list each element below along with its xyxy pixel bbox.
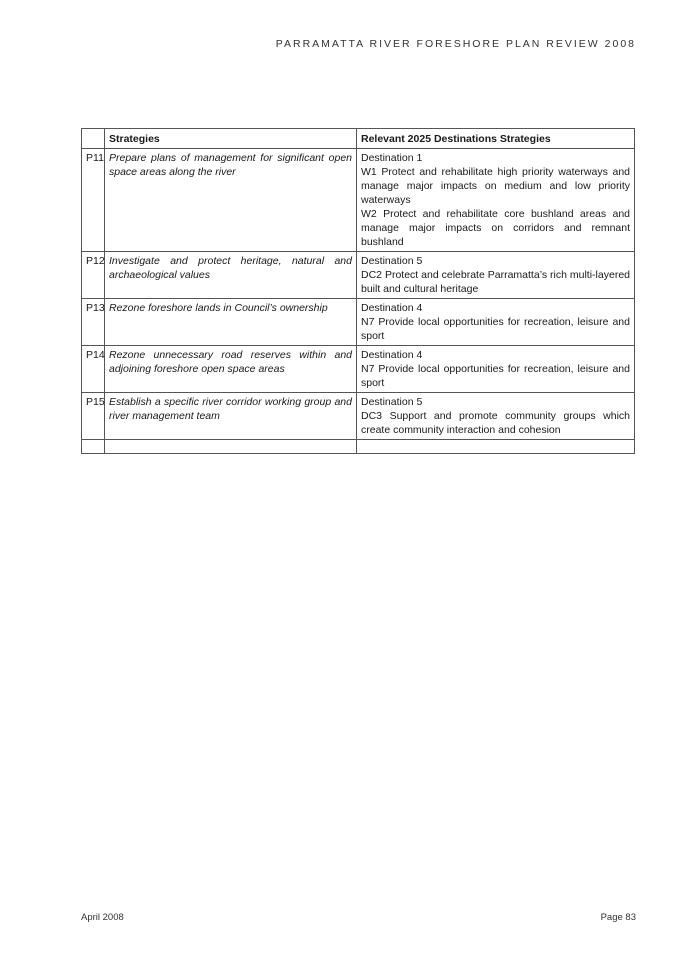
row-id: P11 <box>82 149 105 252</box>
strategy-cell: Prepare plans of management for significant open space areas along the river <box>105 149 357 252</box>
header-id <box>82 129 105 149</box>
table-row <box>82 299 635 346</box>
row-id: P14 <box>82 346 105 393</box>
table-row <box>82 393 635 440</box>
strategy-item: N7 Provide local opportunities for recreation, leisure and sport <box>361 363 630 389</box>
table-row <box>82 252 635 299</box>
strategy-item: DC2 Protect and celebrate Parramatta’s rich multi-layered built and cultural heritage <box>361 269 630 295</box>
strategy-cell: Establish a specific river corridor working group and river management team <box>105 393 357 440</box>
table-header-row <box>82 129 635 149</box>
strategy-cell: Investigate and protect heritage, natural and archaeological values <box>105 252 357 299</box>
header-strategies: Strategies <box>105 129 357 149</box>
strategy-item: W2 Protect and rehabilitate core bushland areas and manage major impacts on corridors and remnant bushland <box>361 208 630 248</box>
destination-label: Destination 1 <box>361 152 423 164</box>
strategy-item: W1 Protect and rehabilitate high priority waterways and manage major impacts on medium and low priority waterways <box>361 166 630 206</box>
relevant-cell <box>357 149 635 252</box>
empty-cell <box>82 440 105 454</box>
strategy-item: N7 Provide local opportunities for recreation, leisure and sport <box>361 316 630 342</box>
strategy-cell: Rezone unnecessary road reserves within and adjoining foreshore open space areas <box>105 346 357 393</box>
empty-cell <box>357 440 635 454</box>
page-number: Page 83 <box>600 912 636 923</box>
destination-label: Destination 5 <box>361 396 423 408</box>
running-header: PARRAMATTA RIVER FORESHORE PLAN REVIEW 2008 <box>275 38 636 50</box>
table-row <box>82 346 635 393</box>
destination-label: Destination 4 <box>361 302 423 314</box>
row-id: P13 <box>82 299 105 346</box>
relevant-cell <box>357 252 635 299</box>
strategies-table <box>81 128 635 454</box>
strategy-item: DC3 Support and promote community groups which create community interaction and cohesion <box>361 410 630 436</box>
destination-label: Destination 5 <box>361 255 423 267</box>
destination-label: Destination 4 <box>361 349 423 361</box>
row-id: P15 <box>82 393 105 440</box>
empty-cell <box>105 440 357 454</box>
footer-date: April 2008 <box>81 912 124 923</box>
empty-table-row <box>82 440 635 454</box>
strategy-cell: Rezone foreshore lands in Council’s ownership <box>105 299 357 346</box>
relevant-cell <box>357 346 635 393</box>
relevant-cell <box>357 299 635 346</box>
row-id: P12 <box>82 252 105 299</box>
header-relevant-strategies: Relevant 2025 Destinations Strategies <box>357 129 635 149</box>
relevant-cell <box>357 393 635 440</box>
table-row <box>82 149 635 252</box>
